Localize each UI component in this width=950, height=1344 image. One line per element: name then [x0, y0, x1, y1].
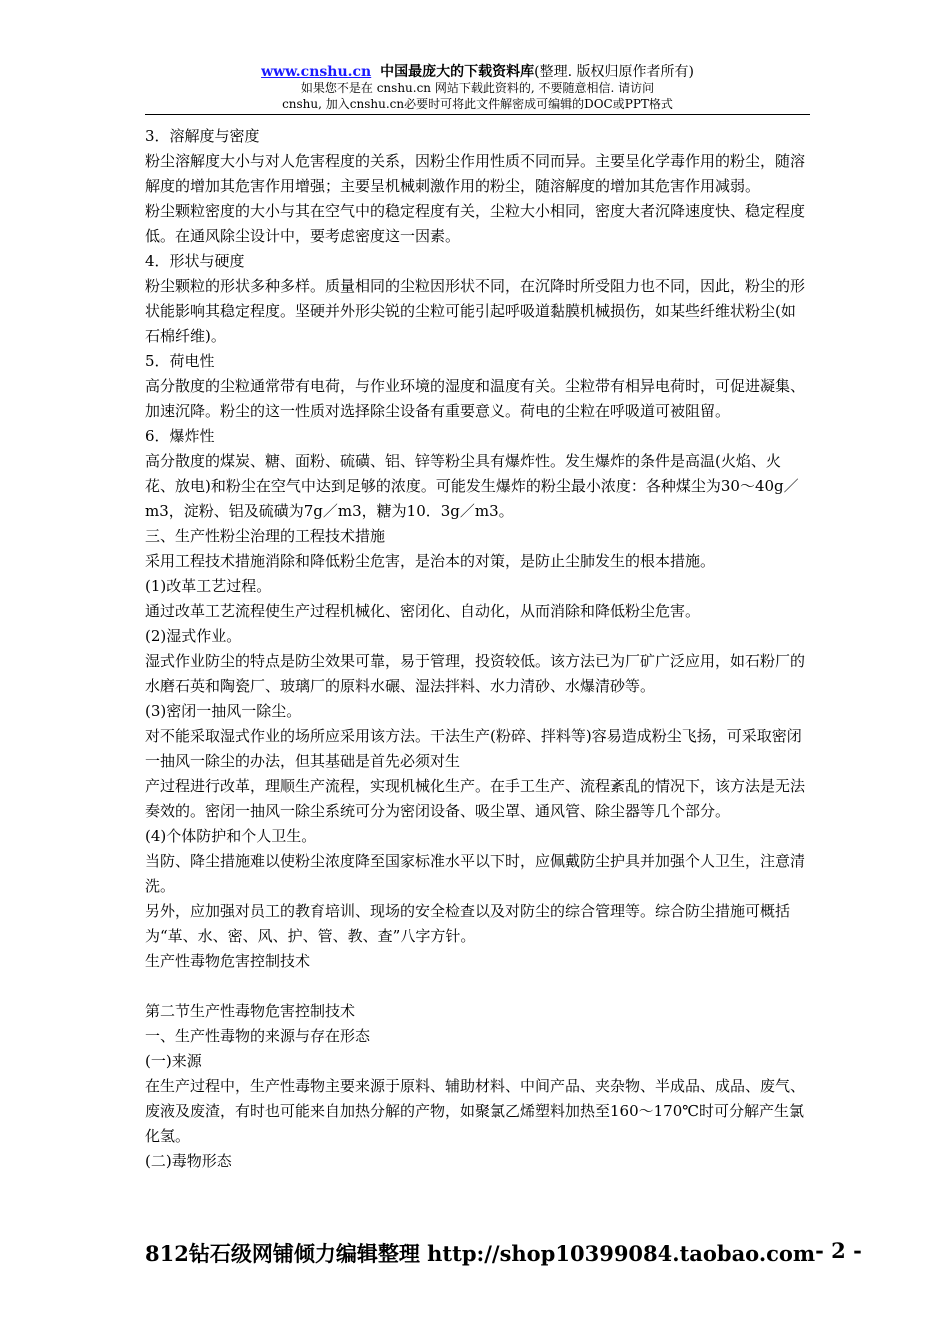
- paragraph: 高分散度的尘粒通常带有电荷，与作业环境的湿度和温度有关。尘粒带有相异电荷时，可促进凝集、加速沉降。粉尘的这一性质对选择除尘设备有重要意义。荷电的尘粒在呼吸道可被阻留。: [145, 377, 806, 420]
- site-link[interactable]: www.cnshu.cn: [261, 64, 372, 80]
- subheading: (一)来源: [145, 1052, 202, 1070]
- heading-explosive: 6．爆炸性: [145, 427, 215, 445]
- subheading: (1)改革工艺过程。: [145, 577, 272, 595]
- paragraph: 对不能采取湿式作业的场所应采用该方法。干法生产(粉碎、拌料等)容易造成粉尘飞扬，可采取密闭一抽风一除尘的办法，但其基础是首先必须对生: [145, 727, 802, 770]
- footer-text: 812钻石级网铺倾力编辑整理 http://shop10399084.taobao.com: [145, 1241, 816, 1266]
- heading-charge: 5．荷电性: [145, 352, 215, 370]
- page-number: - 2 -: [815, 1238, 862, 1263]
- heading-solubility: 3．溶解度与密度: [145, 127, 260, 145]
- paragraph: 粉尘溶解度大小与对人危害程度的关系，因粉尘作用性质不同而异。主要呈化学毒作用的粉尘，随溶解度的增加其危害作用增强；主要呈机械刺激作用的粉尘，随溶解度的增加其危害作用减弱。: [145, 152, 806, 195]
- section-heading: 第二节生产性毒物危害控制技术: [145, 1002, 356, 1020]
- document-body: [145, 124, 810, 1174]
- section-heading: 一、生产性毒物的来源与存在形态: [145, 1027, 371, 1045]
- header-notice-2: cnshu, 加入cnshu.cn必要时可将此文件解密成可编辑的DOC或PPT格式: [282, 97, 673, 111]
- section-heading: 三、生产性粉尘治理的工程技术措施: [145, 527, 386, 545]
- paragraph: 湿式作业防尘的特点是防尘效果可靠，易于管理，投资较低。该方法已为厂矿广泛应用，如石粉厂的水磨石英和陶瓷厂、玻璃厂的原料水碾、湿法拌料、水力清砂、水爆清砂等。: [145, 652, 806, 695]
- paragraph: 采用工程技术措施消除和降低粉尘危害，是治本的对策，是防止尘肺发生的根本措施。: [145, 552, 716, 570]
- paragraph: 另外，应加强对员工的教育培训、现场的安全检查以及对防尘的综合管理等。综合防尘措施可概括为“革、水、密、风、护、管、教、查”八字方针。: [145, 902, 791, 945]
- header-line-1: [145, 64, 810, 80]
- header-notice-1: 如果您不是在 cnshu.cn 网站下载此资料的, 不要随意相信. 请访问: [300, 81, 655, 95]
- library-title: 中国最庞大的下载资料库: [380, 64, 535, 80]
- page-header: [145, 64, 810, 115]
- paragraph: 在生产过程中，生产性毒物主要来源于原料、辅助材料、中间产品、夹杂物、半成品、成品、废气、废液及废渣，有时也可能来自加热分解的产物，如聚氯乙烯塑料加热至160～170℃时可分解产生氯化氢。: [145, 1077, 806, 1145]
- heading-shape: 4．形状与硬度: [145, 252, 245, 270]
- paragraph: 当防、降尘措施难以使粉尘浓度降至国家标准水平以下时，应佩戴防尘护具并加强个人卫生，注意清洗。: [145, 852, 806, 895]
- paragraph: 高分散度的煤炭、糖、面粉、硫磺、铝、锌等粉尘具有爆炸性。发生爆炸的条件是高温(火焰、火花、放电)和粉尘在空气中达到足够的浓度。可能发生爆炸的粉尘最小浓度：各种煤尘为30～40g／m3，淀粉、铝及硫磺为7g／m3，糖为10．3g／m3。: [145, 452, 799, 520]
- paragraph: 粉尘颗粒的形状多种多样。质量相同的尘粒因形状不同，在沉降时所受阻力也不同，因此，粉尘的形状能影响其稳定程度。坚硬并外形尖锐的尘粒可能引起呼吸道黏膜机械损伤，如某些纤维状粉尘(如石棉纤维)。: [145, 277, 806, 345]
- section-heading: 生产性毒物危害控制技术: [145, 952, 311, 970]
- subheading: (3)密闭一抽风一除尘。: [145, 702, 302, 720]
- rights-note: (整理. 版权归原作者所有): [534, 64, 694, 80]
- paragraph: 通过改革工艺流程使生产过程机械化、密闭化、自动化，从而消除和降低粉尘危害。: [145, 602, 701, 620]
- paragraph: 粉尘颗粒密度的大小与其在空气中的稳定程度有关，尘粒大小相同，密度大者沉降速度快、稳定程度低。在通风除尘设计中，要考虑密度这一因素。: [145, 202, 806, 245]
- page-footer: [145, 1238, 862, 1268]
- subheading: (4)个体防护和个人卫生。: [145, 827, 317, 845]
- paragraph: 产过程进行改革，理顺生产流程，实现机械化生产。在手工生产、流程紊乱的情况下，该方法是无法奏效的。密闭一抽风一除尘系统可分为密闭设备、吸尘罩、通风管、除尘器等几个部分。: [145, 777, 806, 820]
- subheading: (二)毒物形态: [145, 1152, 232, 1170]
- subheading: (2)湿式作业。: [145, 627, 242, 645]
- blank-line: [145, 974, 810, 999]
